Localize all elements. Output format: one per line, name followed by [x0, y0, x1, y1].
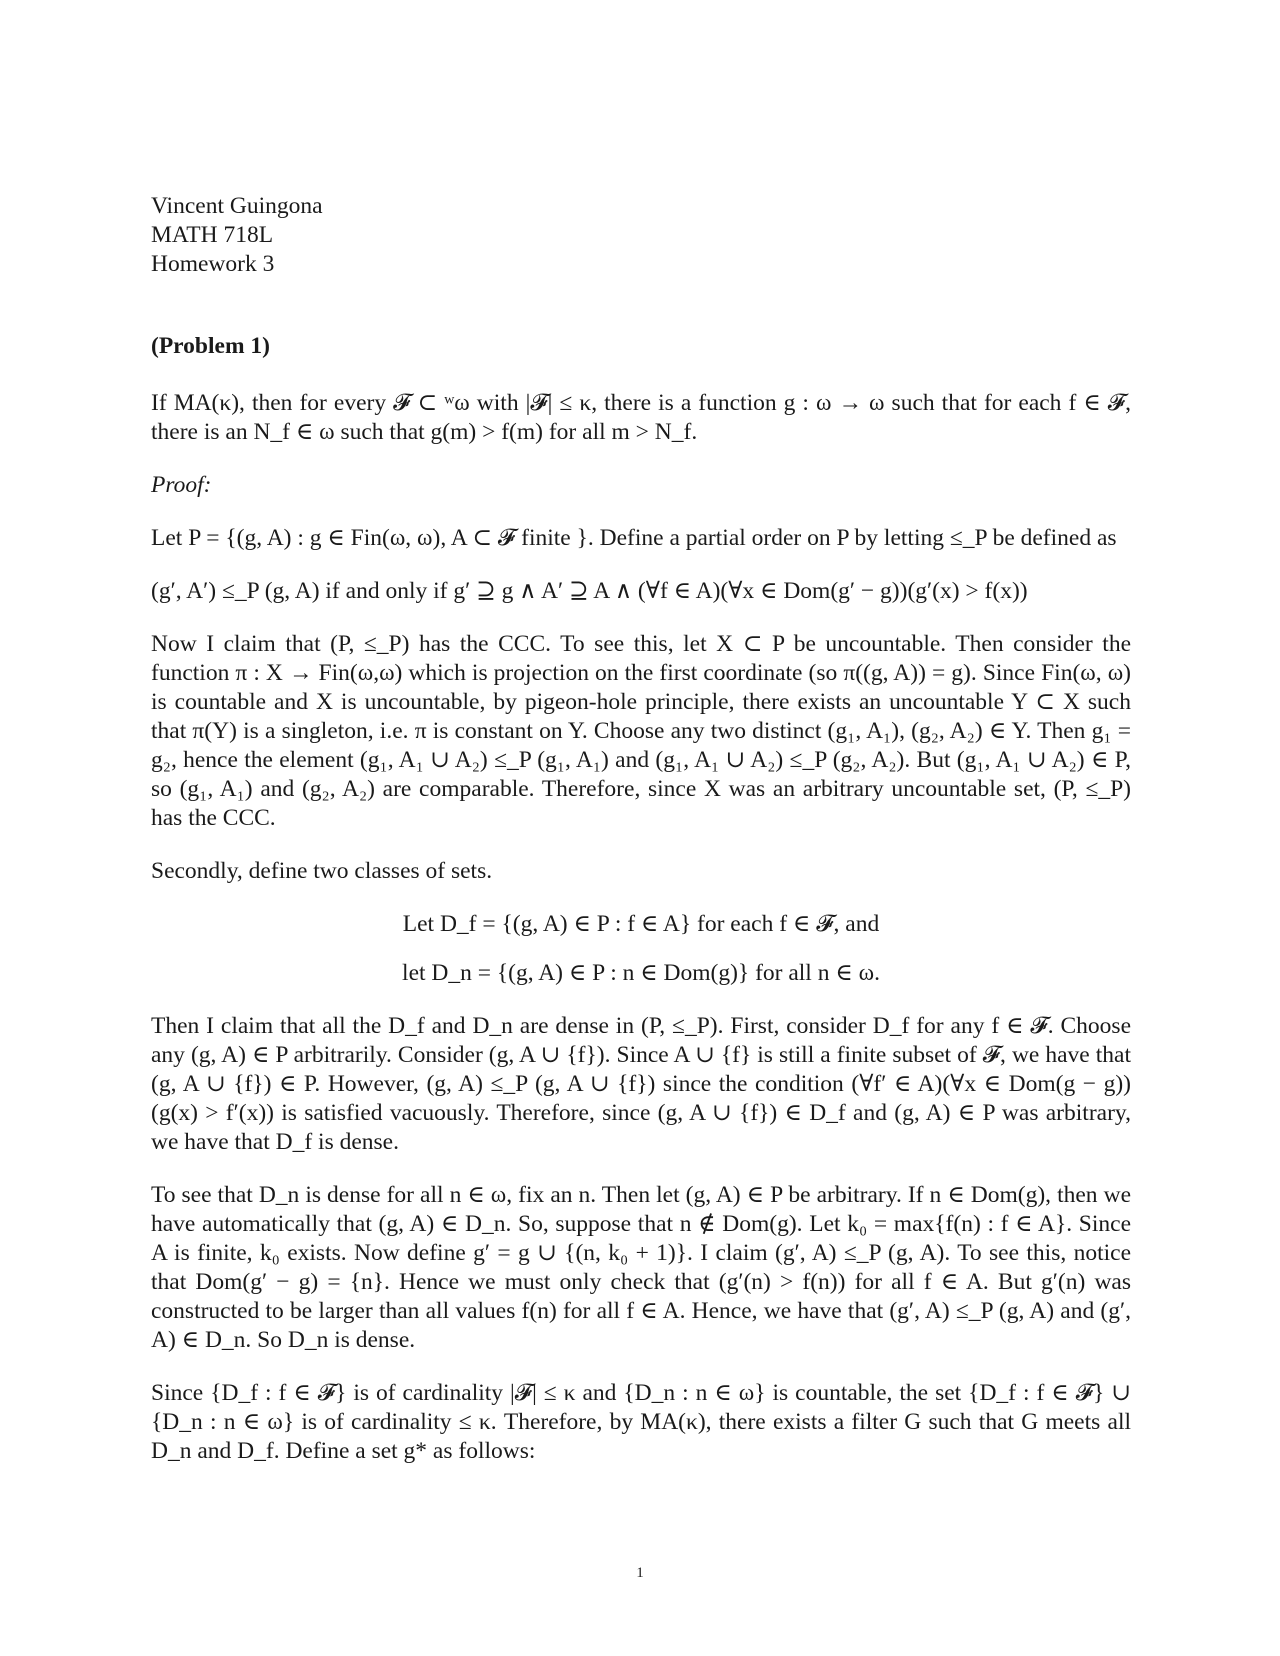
- display-dn-definition: let D_n = {(g, A) ∈ P : n ∈ Dom(g)} for all n ∈ ω.: [402, 960, 880, 986]
- paragraph-partial-order: Let P = {(g, A) : g ∈ Fin(ω, ω), A ⊂ 𝓕 finite }. Define a partial order on P by letting ≤_P be defined as: [151, 525, 1117, 551]
- problem-heading: (Problem 1): [151, 333, 270, 359]
- paragraph-ccc: Now I claim that (P, ≤_P) has the CCC. To see this, let X ⊂ P be uncountable. Then consider the function π : X → Fin(ω,ω) which is projection on the first coordinate (so π((g, A)) = g). Since Fin(ω, ω) is countable and X is uncountable, by pigeon-hole principle, there exists an uncountable Y ⊂ X such that π(Y) is a singleton, i.e. π is constant on Y. Choose any two distinct (g₁, A₁), (g₂, A₂) ∈ Y. Then g₁ = g₂, hence the element (g₁, A₁ ∪ A₂) ≤_P (g₁, A₁) and (g₁, A₁ ∪ A₂) ≤_P (g₂, A₂). But (g₁, A₁ ∪ A₂) ∈ P, so (g₁, A₁) and (g₂, A₂) are comparable. Therefore, since X was an arbitrary uncountable set, (P, ≤_P) has the CCC.: [151, 631, 1131, 831]
- assignment-title: Homework 3: [151, 251, 275, 277]
- paragraph-classes-intro: Secondly, define two classes of sets.: [151, 858, 493, 884]
- course-code: MATH 718L: [151, 222, 274, 248]
- problem-statement: If MA(κ), then for every 𝓕 ⊂ ʷω with |𝓕| ≤ κ, there is a function g : ω → ω such that for each f ∈ 𝓕, there is an N_f ∈ ω such that g(m) > f(m) for all m > N_f.: [151, 390, 1131, 445]
- paragraph-dn-dense: To see that D_n is dense for all n ∈ ω, fix an n. Then let (g, A) ∈ P be arbitrary. If n ∈ Dom(g), then we have automatically that (g, A) ∈ D_n. So, suppose that n ∉ Dom(g). Let k₀ = max{f(n) : f ∈ A}. Since A is finite, k₀ exists. Now define g′ = g ∪ {(n, k₀ + 1)}. I claim (g′, A) ≤_P (g, A). To see this, notice that Dom(g′ − g) = {n}. Hence we must only check that (g′(n) > f(n)) for all f ∈ A. But g′(n) was constructed to be larger than all values f(n) for all f ∈ A. Hence, we have that (g′, A) ≤_P (g, A) and (g′, A) ∈ D_n. So D_n is dense.: [151, 1182, 1131, 1353]
- document-body: [151, 192, 1131, 1466]
- display-dense-sets: [151, 910, 1131, 988]
- header-block: [151, 192, 1131, 279]
- proof-label: Proof:: [151, 472, 212, 498]
- paragraph-martin-axiom: Since {D_f : f ∈ 𝓕} is of cardinality |𝓕| ≤ κ and {D_n : n ∈ ω} is countable, the set {D_f : f ∈ 𝓕} ∪ {D_n : n ∈ ω} is of cardinality ≤ κ. Therefore, by MA(κ), there exists a filter G such that G meets all D_n and D_f. Define a set g* as follows:: [151, 1380, 1131, 1464]
- author-name: Vincent Guingona: [151, 193, 323, 219]
- paragraph-df-dense: Then I claim that all the D_f and D_n are dense in (P, ≤_P). First, consider D_f for any f ∈ 𝓕. Choose any (g, A) ∈ P arbitrarily. Consider (g, A ∪ {f}). Since A ∪ {f} is still a finite subset of 𝓕, we have that (g, A ∪ {f}) ∈ P. However, (g, A) ≤_P (g, A ∪ {f}) since the condition (∀f′ ∈ A)(∀x ∈ Dom(g − g))(g(x) > f′(x)) is satisfied vacuously. Therefore, since (g, A ∪ {f}) ∈ D_f and (g, A) ∈ P was arbitrary, we have that D_f is dense.: [151, 1013, 1131, 1155]
- display-order-definition: (g′, A′) ≤_P (g, A) if and only if g′ ⊇ g ∧ A′ ⊇ A ∧ (∀f ∈ A)(∀x ∈ Dom(g′ − g))(g′(x) > f(x)): [151, 578, 1028, 604]
- page-number: 1: [636, 1565, 644, 1581]
- display-df-definition: Let D_f = {(g, A) ∈ P : f ∈ A} for each f ∈ 𝓕, and: [402, 911, 880, 937]
